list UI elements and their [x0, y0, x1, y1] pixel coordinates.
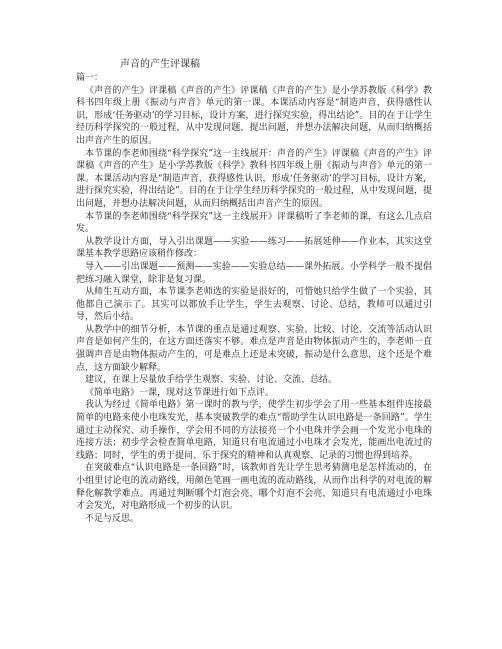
paragraph: 本节课的李老师围绕“科学探究”这一主线展开：声音的产生》评课稿《声音的产生》评课稿《声音的产生》是小学苏教版《科学》教科书四年级上册《振动与声音》单元的第一课。本课活动内容是“制造声音，获得感性认识，形成‘任务驱动’的学习目标，设计方案，进行探究实验，得出结论”。目的在于让学生经历科学探究的一般过程，从中发现问题，提出问题，并想办法解决问题，从而归纳概括出声音产生的原因。: [76, 148, 432, 209]
paragraph: 不足与反思。: [85, 513, 140, 524]
paragraph: 从教学设计方面，导入引出课题——实验——练习——拓展延伸——作业本，其实这堂课基本教学思路应该稍作修改：: [76, 236, 432, 260]
paragraph: 从教学中的细节分析，本节课的重点是通过观察、实验、比较、讨论、交流等活动认识声音是如何产生的，在这方面还落实不够。难点是声音是由物体振动产生的，李老师一直强调声音是由物体振动产生的，可是难点上还是未突破，振动是什么意思，这个还是个难点，这方面缺少解释。: [76, 324, 432, 373]
paragraph: 《声音的产生》评课稿《声音的产生》评课稿《声音的产生》是小学苏教版《科学》教科书四年级上册《振动与声音》单元的第一课。本课活动内容是“制造声音，获得感性认识，形成‘任务驱动’的学习目标，设计方案，进行探究实验，得出结论”。目的在于让学生经历科学探究的一般过程，从中发现问题，提出问题，并想办法解决问题，从而归纳概括出声音产生的原因。: [76, 85, 432, 146]
paragraph: 本节课的李老师围绕“科学探究”这一主线展开》评课稿听了李老师的课，有这么几点启发。: [76, 211, 432, 235]
paragraph: 《简单电路》一课，现对这节课进行如下点评。: [85, 387, 275, 398]
paragraph: 我认为经过《简单电路》第一课时的教与学，使学生初步学会了用一些基本组件连接最简单的电路来使小电珠发光，基本突破教学的难点“帮助学生认识电路是一条回路”。学生通过主动探究、动手操作，学会用不同的方法接亮一个小电珠并学会画一个发光小电珠的连接方法；初步学会检查简单电路，知道只有电流通过小电珠才会发光，能画出电流过的线路；同时，学生的勇于提问、乐于探究的精神和认真观察、记录的习惯也得到培养。: [76, 400, 432, 461]
document-body: [76, 72, 432, 525]
paragraph: 建议，在课上尽量放手给学生观察、实验、讨论、交流、总结。: [85, 375, 338, 386]
paragraph: 导入——引出课题——预测——实验——实验总结——课外拓展。小学科学一般不提倡把练习融入课堂，除非是复习课。: [76, 261, 432, 285]
section-heading: 篇一：: [76, 73, 104, 83]
paragraph: 从师生互动方面，本节课李老师选的实验是很好的，可惜她只给学生做了一个实验，其他都自己演示了。其实可以都放手让学生，学生去观察、讨论、总结，教师可以通过引导，然后小结。: [76, 287, 432, 323]
document-title: 声音的产生评课稿: [120, 59, 200, 70]
paragraph: 在突破难点“认识电路是一条回路”时，该教师首先让学生思考猜测电是怎样流动的，在小组里讨论电的流动路线，用颜色笔画一画电流的流动路线，从而作出科学的对电流的解释化解教学难点。再通过判断哪个灯泡会亮，哪个灯泡不会亮，知道只有电流通过小电珠才会发光，对电路形成一个初步的认识。: [76, 463, 432, 512]
